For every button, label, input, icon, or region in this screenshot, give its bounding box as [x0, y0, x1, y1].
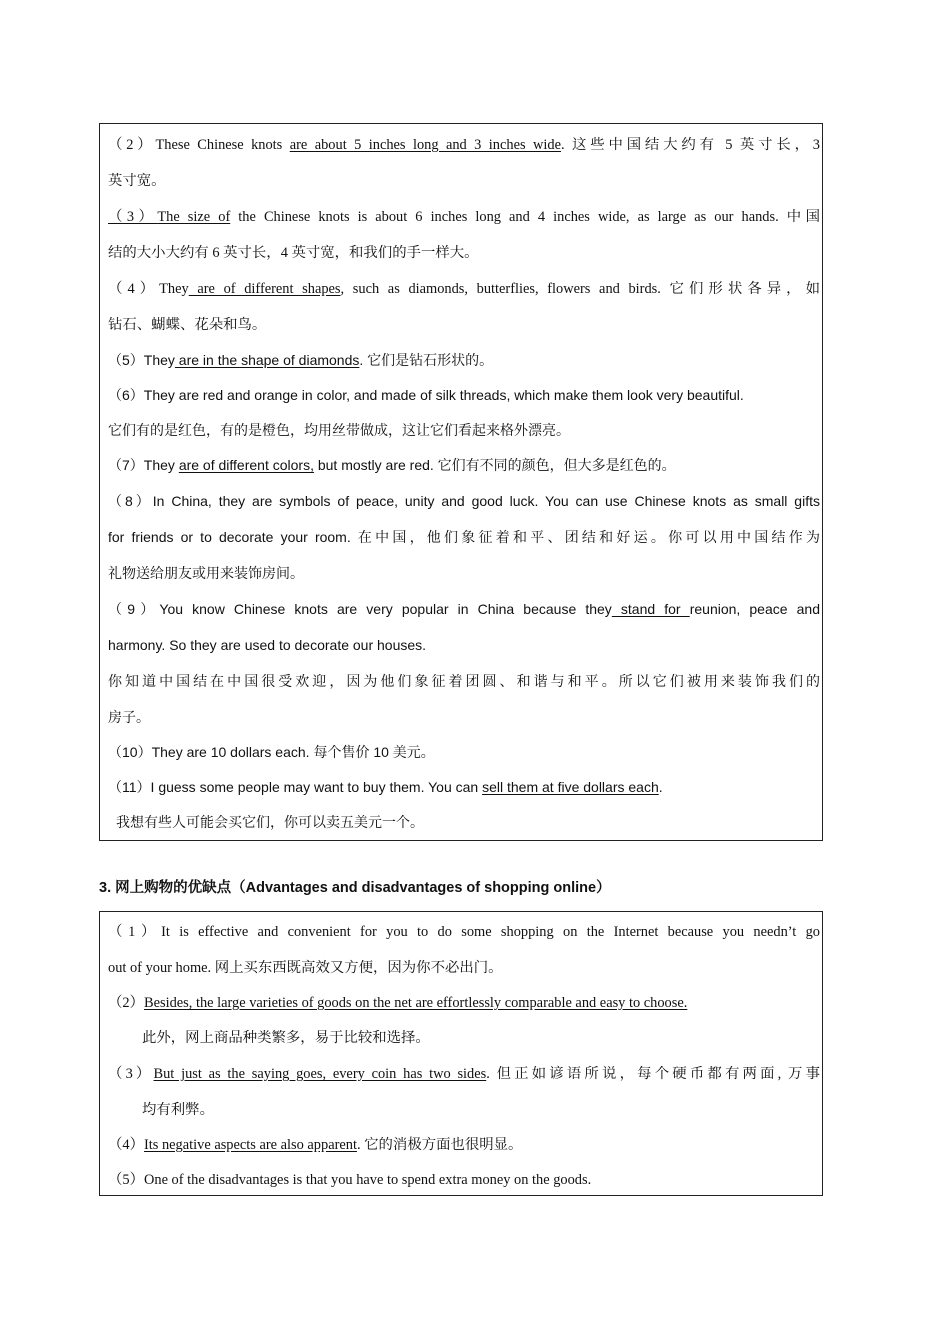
s3-item-2-line-1: （2）Besides, the large varieties of goods on the net are effortlessly comparable and easy to choose. — [108, 995, 688, 1011]
item-7-line-1: （7）They are of different colors, but mostly are red. 它们有不同的颜色，但大多是红色的。 — [108, 457, 676, 473]
item-2-underline: are about 5 inches long and 3 inches wide — [289, 137, 561, 153]
item-6-line-2: 它们有的是红色，有的是橙色，均用丝带做成，这让它们看起来格外漂亮。 — [108, 422, 570, 438]
item-11-underline: sell them at five dollars each — [482, 779, 659, 795]
item-11-line-1: （11）I guess some people may want to buy them. You can sell them at five dollars each. — [108, 779, 663, 795]
item-4-underline: are of different shapes — [188, 281, 341, 297]
item-3-underline: （3）The size of — [108, 209, 231, 225]
s3-item-3-underline: But just as the saying goes, every coin has two sides — [153, 1066, 487, 1082]
item-3-line-1: （3）The size of the Chinese knots is about 6 inches long and 4 inches wide, as large as our hands. 中国 — [108, 209, 820, 225]
item-9-line-4: 房子。 — [108, 709, 150, 725]
item-2-line-1: （2）These Chinese knots are about 5 inches long and 3 inches wide. 这些中国结大约有 5 英寸长，3 — [108, 137, 820, 153]
item-9-line-2: harmony. So they are used to decorate our houses. — [108, 637, 427, 653]
section3-box — [99, 911, 823, 1196]
item-5-line-1: （5）They are in the shape of diamonds. 它们是钻石形状的。 — [108, 352, 494, 368]
item-8-line-3: 礼物送给朋友或用来装饰房间。 — [108, 565, 304, 581]
item-2-line-2: 英寸宽。 — [108, 173, 166, 189]
item-9-line-3: 你知道中国结在中国很受欢迎，因为他们象征着团圆、和谐与和平。所以它们被用来装饰我们的 — [108, 673, 820, 689]
s3-item-3-line-2: 均有利弊。 — [142, 1102, 214, 1118]
item-10-line-1: （10）They are 10 dollars each. 每个售价 10 美元。 — [108, 744, 435, 760]
item-6-line-1: （6）They are red and orange in color, and made of silk threads, which make them look very beautiful. — [108, 387, 744, 403]
s3-item-5-line-1: （5）One of the disadvantages is that you have to spend extra money on the goods. — [108, 1172, 592, 1188]
s3-item-1-line-1: （1）It is effective and convenient for you to do some shopping on the Internet because you needn’t go — [108, 924, 820, 940]
item-3-line-2: 结的大小大约有 6 英寸长，4 英寸宽，和我们的手一样大。 — [108, 245, 479, 261]
item-8-line-1: （8）In China, they are symbols of peace, unity and good luck. You can use Chinese knots as small gifts — [108, 493, 820, 509]
s3-item-2-underline: Besides, the large varieties of goods on the net are effortlessly comparable and easy to choose. — [143, 995, 688, 1011]
s3-item-2-line-2: 此外，网上商品种类繁多，易于比较和选择。 — [142, 1030, 430, 1046]
s3-item-4-line-1: （4）Its negative aspects are also apparent. 它的消极方面也很明显。 — [108, 1137, 523, 1153]
item-9-underline: stand for — [611, 601, 690, 617]
section2-box — [99, 123, 823, 841]
item-4-line-1: （4）They are of different shapes, such as diamonds, butterflies, flowers and birds. 它们形状各异，如 — [108, 281, 821, 297]
s3-item-1-line-2: out of your home. 网上买东西既高效又方便，因为你不必出门。 — [108, 960, 503, 976]
item-9-line-1: （9）You know Chinese knots are very popular in China because they stand for reunion, peace and — [108, 601, 820, 617]
item-11-line-2: 我想有些人可能会买它们，你可以卖五美元一个。 — [116, 814, 424, 830]
section3-heading: 3. 网上购物的优缺点（Advantages and disadvantages of shopping online） — [99, 880, 611, 896]
item-5-underline: are in the shape of diamonds — [174, 352, 360, 368]
item-4-line-2: 钻石、蝴蝶、花朵和鸟。 — [108, 317, 267, 333]
item-8-line-2: for friends or to decorate your room. 在中国，他们象征着和平、团结和好运。你可以用中国结作为 — [108, 529, 820, 545]
item-7-underline: are of different colors, — [178, 457, 314, 473]
s3-item-4-underline: Its negative aspects are also apparent — [143, 1137, 357, 1153]
s3-item-3-line-1: （3）But just as the saying goes, every coin has two sides. 但正如谚语所说，每个硬币都有两面, 万事 — [108, 1066, 820, 1082]
